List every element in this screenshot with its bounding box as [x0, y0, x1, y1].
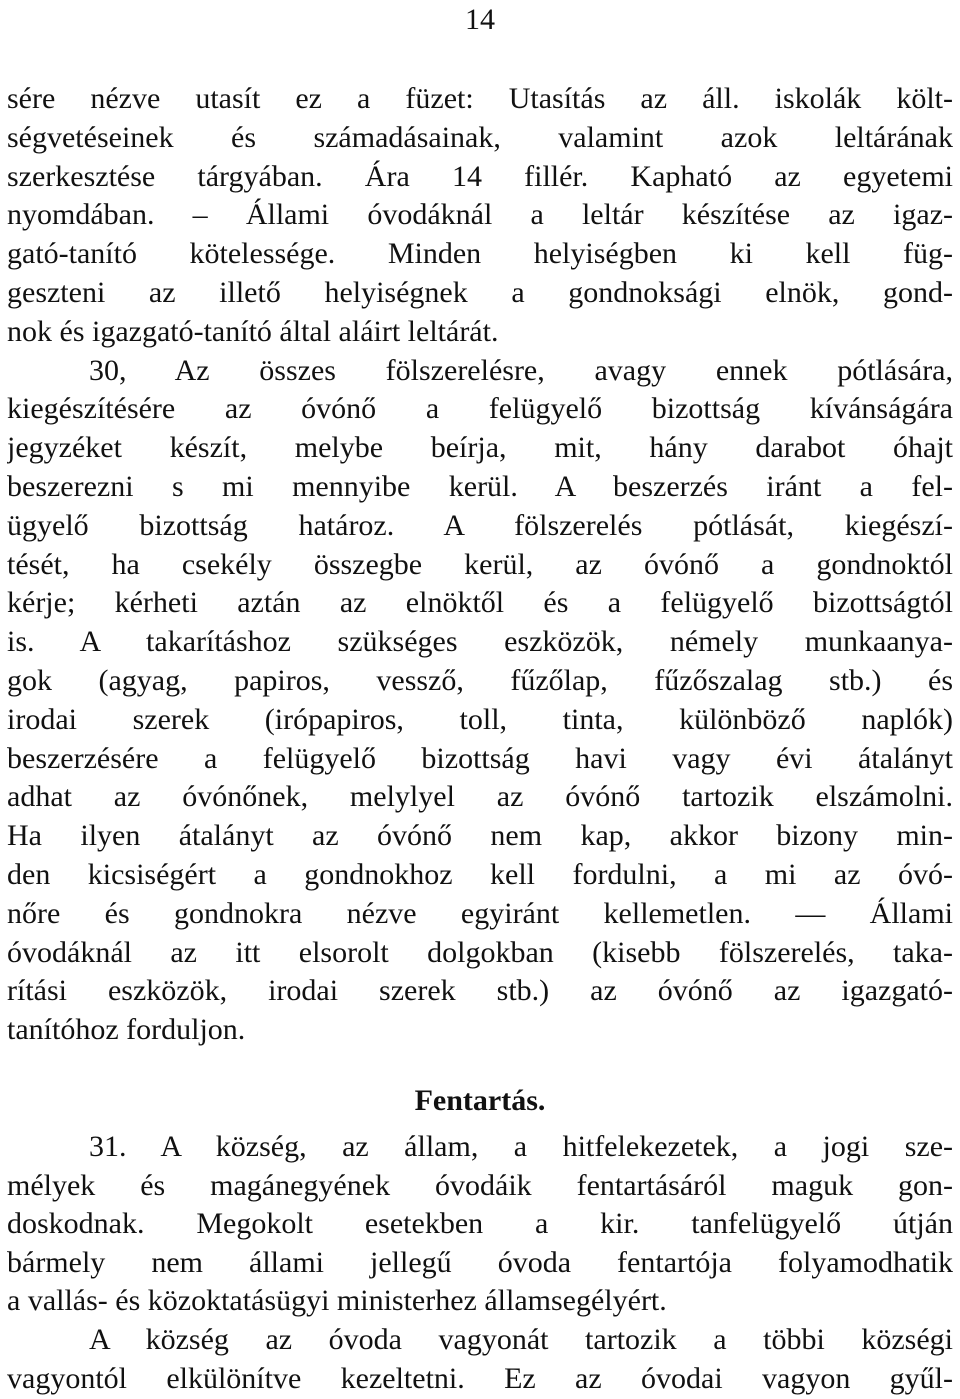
text-line: Ha ilyen átalányt az óvónő nem kap, akkor bizony min- [7, 819, 953, 853]
text-line: vagyontól elkülönítve kezeltetni. Ez az óvodai vagyon gyűl- [7, 1361, 953, 1395]
text-line: gató-tanító kötelessége. Minden helyiségben ki kell füg- [7, 237, 953, 271]
text-line: kiegészítésére az óvónő a felügyelő bizottság kívánságára [7, 392, 953, 426]
body-text-section-2 [7, 1128, 953, 1398]
text-line: a vallás- és közoktatásügyi ministerhez államsegélyért. [7, 1284, 667, 1318]
text-line: beszerzésére a felügyelő bizottság havi vagy évi átalányt [7, 741, 953, 775]
text-line: geszteni az illető helyiségnek a gondnoksági elnök, gond- [7, 275, 953, 309]
page-number: 14 [465, 3, 495, 36]
paragraph-start-line: 31. A község, az állam, a hitfelekezetek, a jogi sze- [89, 1130, 953, 1163]
text-line: szerkesztése tárgyában. Ára 14 fillér. Kapható az egyetemi [7, 159, 953, 193]
text-line: jegyzéket készít, melybe beírja, mit, hány darabot óhajt [7, 431, 953, 465]
text-line: adhat az óvónőnek, melylyel az óvónő tartozik elszámolni. [7, 780, 953, 814]
paragraph-start-line: A község az óvoda vagyonát tartozik a többi községi [89, 1322, 953, 1356]
text-line: beszerezni s mi mennyibe kerül. A beszerzés iránt a fel- [7, 469, 953, 503]
text-line: is. A takarításhoz szükséges eszközök, némely munkaanya- [7, 625, 953, 659]
text-line: tanítóhoz forduljon. [7, 1013, 246, 1047]
text-line: kérje; kérheti aztán az elnöktől és a felügyelő bizottságtól [7, 586, 953, 620]
text-line: gok (agyag, papiros, vessző, fűzőlap, fűzőszalag stb.) és [7, 663, 953, 697]
text-line: irodai szerek (irópapiros, toll, tinta, különböző naplók) [7, 702, 953, 736]
text-line: ségvetéseinek és számadásainak, valamint azok leltárának [7, 120, 953, 154]
paragraph-start-line: 30, Az összes fölszerelésre, avagy ennek pótlására, [89, 353, 953, 387]
section-heading: Fentartás. [414, 1084, 546, 1117]
text-line: den kicsiségért a gondnokhoz kell fordulni, a mi az óvó- [7, 857, 953, 891]
text-line: mélyek és magánegyének óvodáik fentartásáról maguk gon- [7, 1168, 953, 1202]
text-line: sére nézve utasít ez a füzet: Utasítás az áll. iskolák költ- [7, 82, 953, 115]
text-line: óvodáknál az itt elsorolt dolgokban (kisebb fölszerelés, taka- [7, 935, 953, 969]
body-text-section-1 [7, 80, 953, 1050]
text-line: rítási eszközök, irodai szerek stb.) az óvónő az igazgató- [7, 974, 953, 1008]
text-line: bármely nem állami jellegű óvoda fentartója folyamodhatik [7, 1245, 953, 1279]
text-line: nok és igazgató-tanító által aláirt leltárát. [7, 314, 499, 348]
text-line: ügyelő bizottság határoz. A fölszerelés pótlását, kiegészí- [7, 508, 953, 542]
text-line: nőre és gondnokra nézve egyiránt kellemetlen. — Állami [7, 896, 953, 930]
text-line: nyomdában. – Állami óvodáknál a leltár készítése az igaz- [7, 198, 953, 232]
text-line: doskodnak. Megokolt esetekben a kir. tanfelügyelő útján [7, 1207, 953, 1241]
text-line: tését, ha csekély összegbe kerül, az óvónő a gondnoktól [7, 547, 953, 581]
